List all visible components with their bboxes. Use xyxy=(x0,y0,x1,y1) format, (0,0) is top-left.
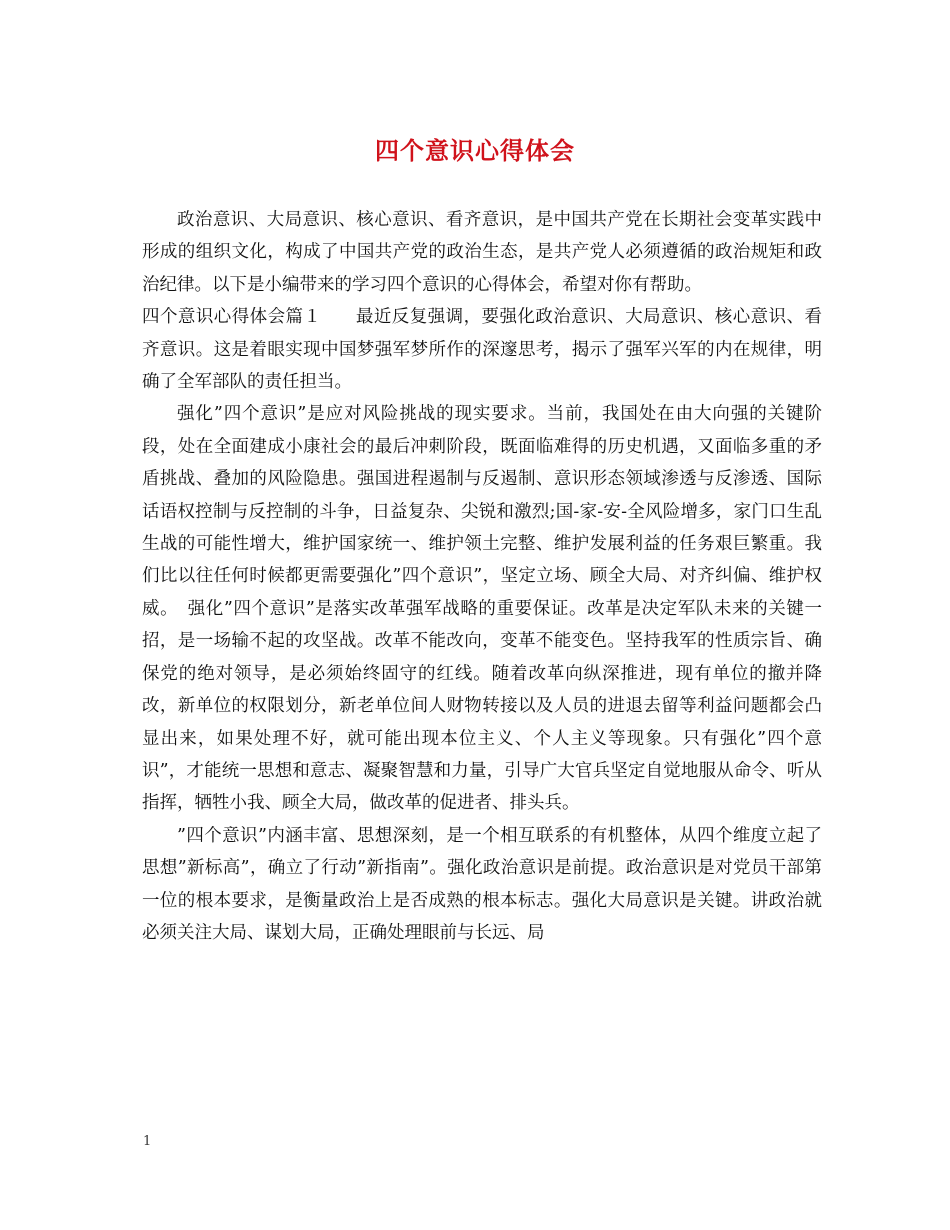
page-number: 1 xyxy=(143,1134,152,1149)
section-paragraph xyxy=(142,301,822,398)
section-heading: 四个意识心得体会篇１ xyxy=(142,307,322,328)
body-paragraph-3: ”四个意识”内涵丰富、思想深刻，是一个相互联系的有机整体，从四个维度立起了思想”新标高”，确立了行动”新指南”。强化政治意识是前提。政治意识是对党员干部第一位的根本要求，是衡量政治上是否成熟的根本标志。强化大局意识是关键。讲政治就必须关注大局、谋划大局，正确处理眼前与长远、局 xyxy=(142,825,822,943)
document-title: 四个意识心得体会 xyxy=(375,136,575,165)
body-paragraph-2: 强化”四个意识”是应对风险挑战的现实要求。当前，我国处在由大向强的关键阶段，处在全面建成小康社会的最后冲刺阶段，既面临难得的历史机遇，又面临多重的矛盾挑战、叠加的风险隐患。强国进程遏制与反遏制、意识形态领域渗透与反渗透、国际话语权控制与反控制的斗争，日益复杂、尖锐和激烈;国-家-安-全风险增多，家门口生乱生战的可能性增大，维护国家统一、维护领土完整、维护发展利益的任务艰巨繁重。我们比以往任何时候都更需要强化”四个意识”，坚定立场、顾全大局、对齐纠偏、维护权威。 强化”四个意识”是落实改革强军战略的重要保证。改革是决定军队未来的关键一招，是一场输不起的攻坚战。改革不能改向，变革不能变色。坚持我军的性质宗旨、确保党的绝对领导，是必须始终固守的红线。随着改革向纵深推进，现有单位的撤并降改，新单位的权限划分，新老单位间人财物转接以及人员的进退去留等利益问题都会凸显出来，如果处理不好，就可能出现本位主义、个人主义等现象。只有强化”四个意识”，才能统一思想和意志、凝聚智慧和力量，引导广大官兵坚定自觉地服从命令、听从指挥，牺牲小我、顾全大局，做改革的促进者、排头兵。 xyxy=(142,404,822,814)
intro-paragraph: 政治意识、大局意识、核心意识、看齐意识，是中国共产党在长期社会变革实践中形成的组织文化，构成了中国共产党的政治生态，是共产党人必须遵循的政治规矩和政治纪律。以下是小编带来的学习四个意识的心得体会，希望对你有帮助。 xyxy=(142,210,822,295)
document-body xyxy=(142,204,822,949)
section-lead-text: 最近反复强调，要强化政治意识、大局意识、核心意识、看齐意识。这是着眼实现中国梦强军梦所作的深邃思考，揭示了强军兴军的内在规律，明确了全军部队的责任担当。 xyxy=(142,307,823,393)
